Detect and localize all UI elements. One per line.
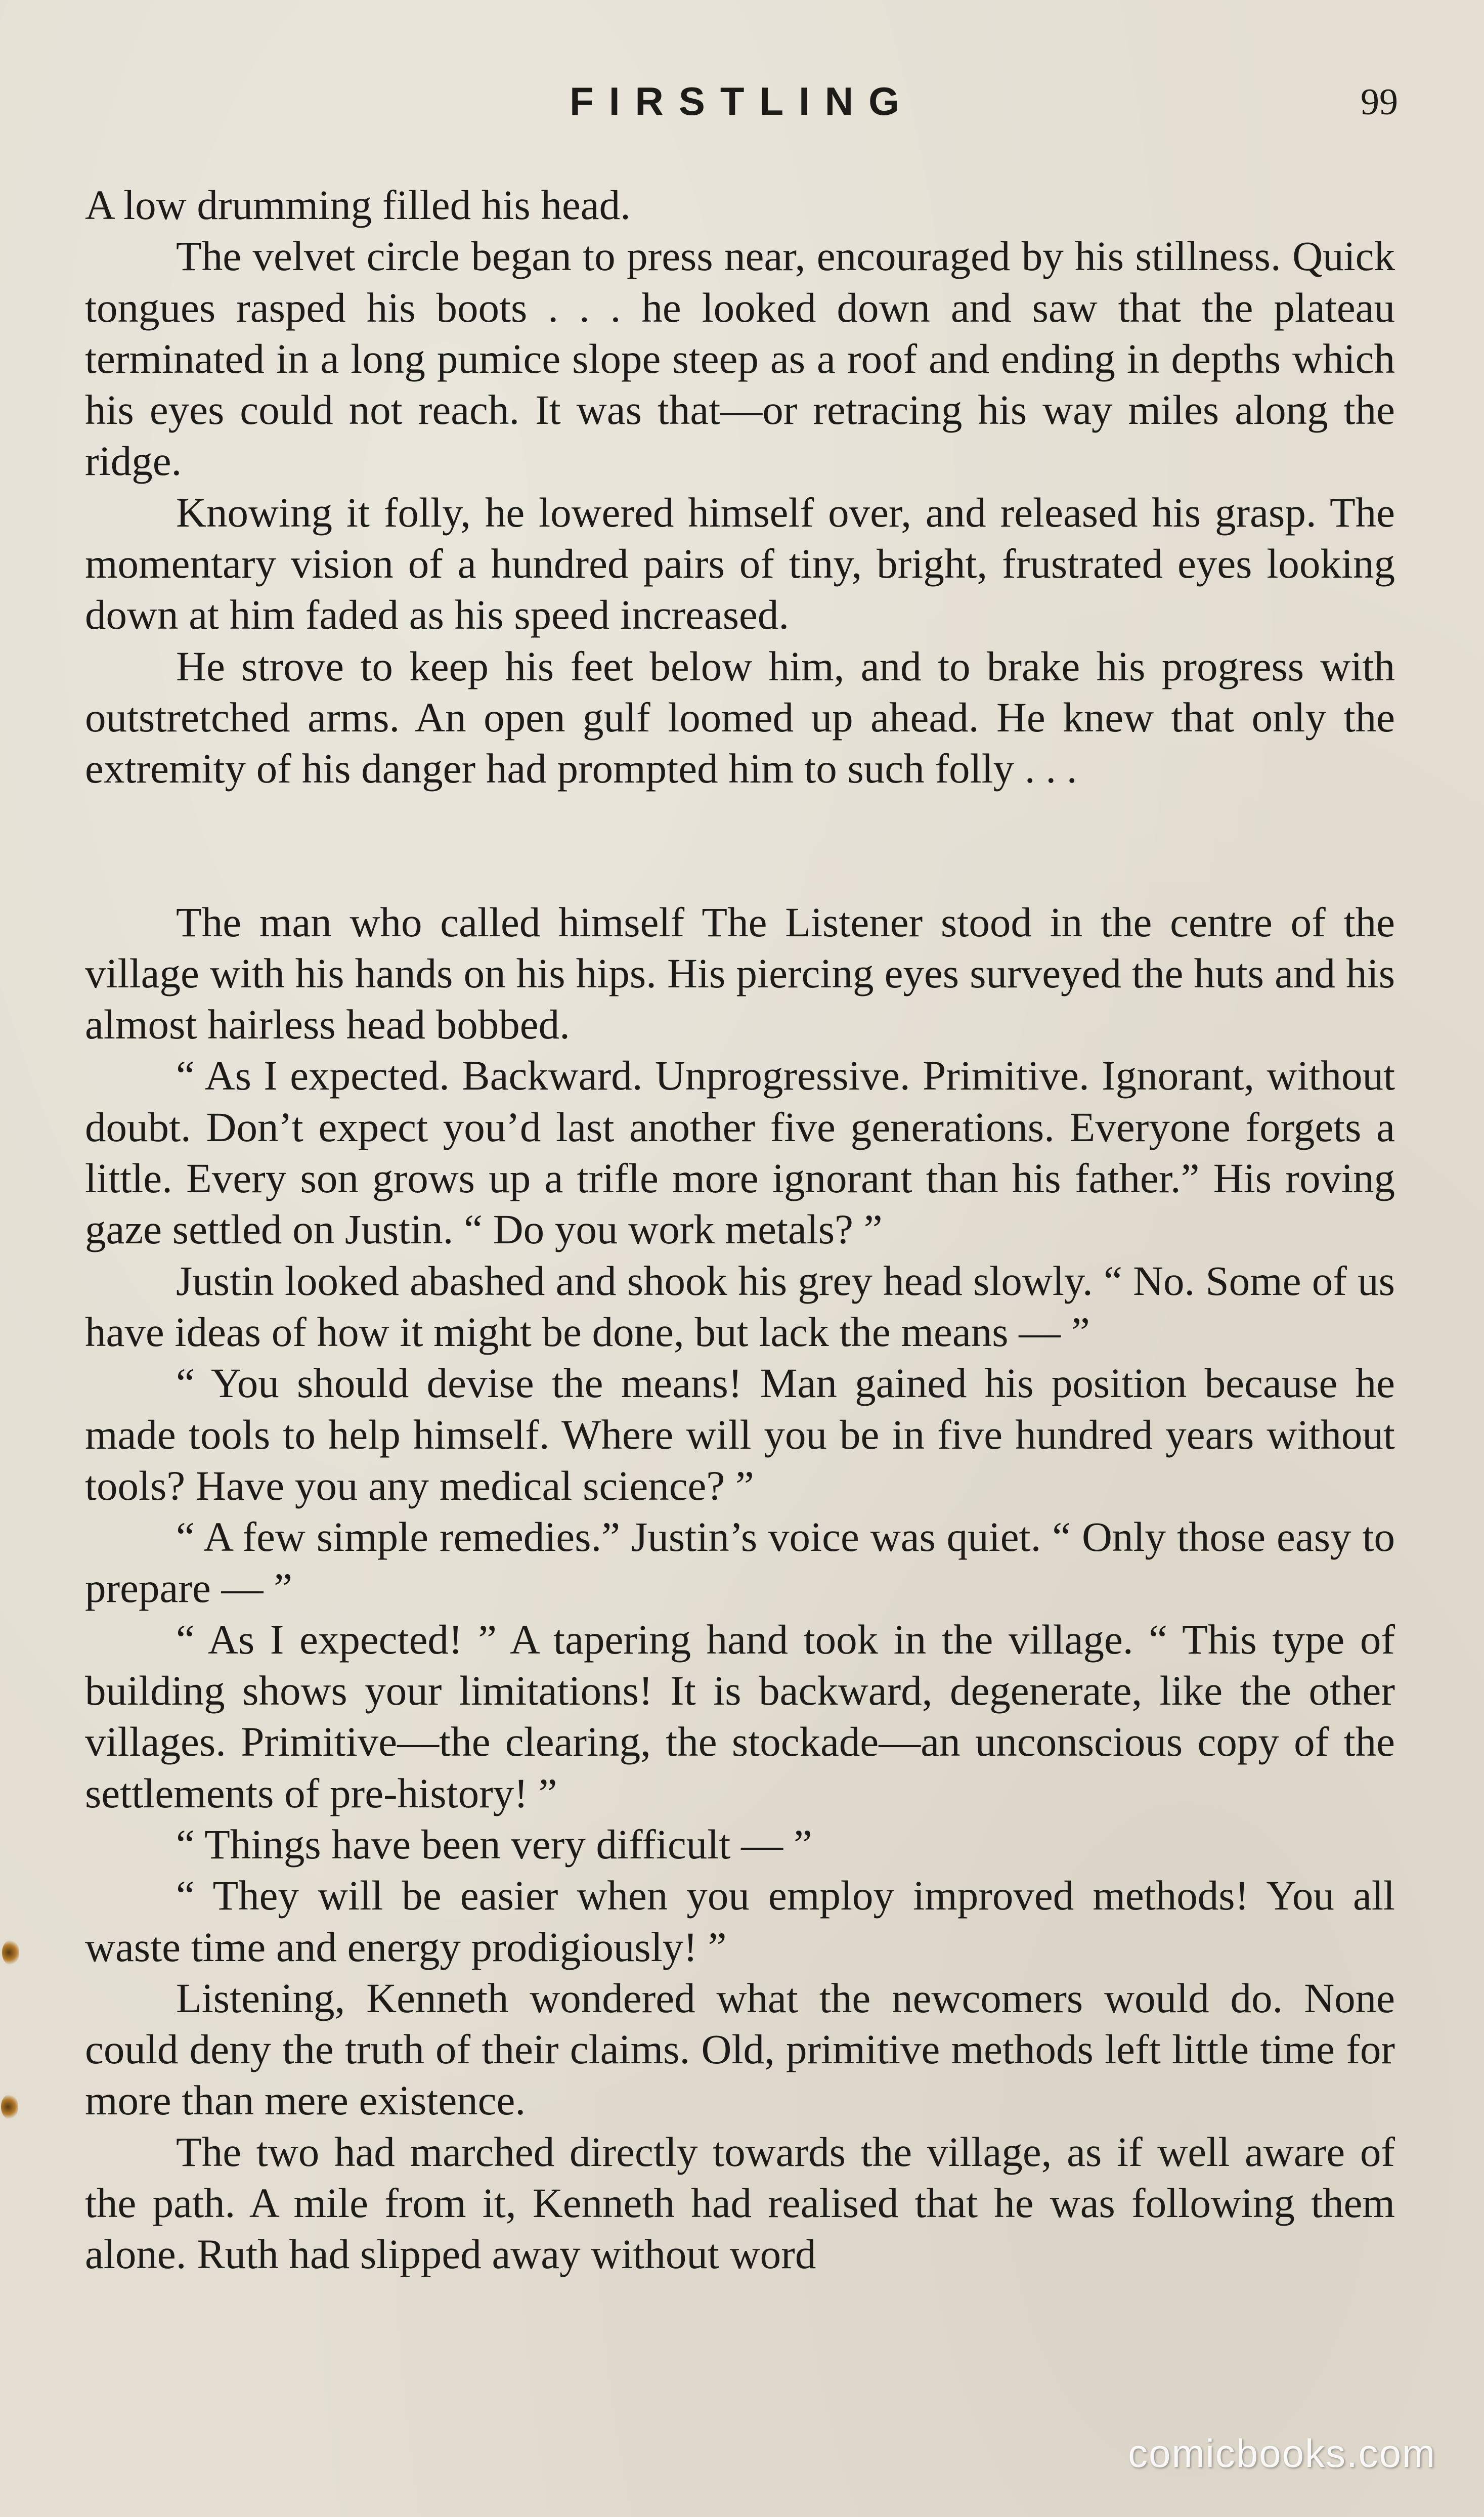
paragraph: “ As I expected. Backward. Unprogressive. Primitive. Ignorant, without doubt. Don’t expect you’d last another five generations. Everyone forgets a little. Every son grows up a trifle more ignorant than his father.” His roving gaze settled on Justin. “ Do you work metals? ” [85,1052,1395,1253]
running-title: FIRSTLING [570,79,914,123]
paragraph: “ A few simple remedies.” Justin’s voice was quiet. “ Only those easy to prepare — ” [85,1513,1395,1612]
paper-burn-mark [1,2094,18,2119]
running-head [0,76,1484,132]
section-break [85,795,1395,897]
paragraph: Knowing it folly, he lowered himself over, and released his grasp. The momentary vision of a hundred pairs of tiny, bright, frustrated eyes looking down at him faded as his speed increased. [85,489,1395,638]
paper-burn-mark [2,1940,19,1965]
paragraph: “ They will be easier when you employ improved methods! You all waste time and energy prodigiously! ” [85,1872,1395,1970]
page-number: 99 [1361,81,1398,123]
watermark-text: comicbooks.com [1128,2431,1436,2476]
paragraph: “ Things have been very difficult — ” [176,1820,812,1868]
paragraph: “ As I expected! ” A tapering hand took in the village. “ This type of building shows your limitations! It is backward, degenerate, like the other villages. Primitive—the clearing, the stockade—an unconscious copy of the settlements of pre-history! ” [85,1616,1395,1816]
paragraph: A low drumming filled his head. [85,182,631,228]
paragraph: He strove to keep his feet below him, and to brake his progress with outstretched arms. An open gulf loomed up ahead. He knew that only the extremity of his danger had prompted him to such folly . . . [85,642,1395,792]
paragraph: The two had marched directly towards the village, as if well aware of the path. A mile from it, Kenneth had realised that he was following them alone. Ruth had slipped away without word [85,2128,1395,2278]
paragraph: Justin looked abashed and shook his grey head slowly. “ No. Some of us have ideas of how it might be done, but lack the means — ” [85,1257,1395,1355]
paragraph: The man who called himself The Listener stood in the centre of the village with his hands on his hips. His piercing eyes surveyed the huts and his almost hairless head bobbed. [85,898,1395,1048]
paragraph: The velvet circle began to press near, encouraged by his stillness. Quick tongues rasped his boots . . . he looked down and saw that the plateau terminated in a long pumice slope steep as a roof and ending in depths which his eyes could not reach. It was that—or retracing his way miles along the ridge. [85,233,1395,485]
paragraph: Listening, Kenneth wondered what the newcomers would do. None could deny the truth of their claims. Old, primitive methods left little time for more than mere existence. [85,1974,1395,2124]
paragraph: “ You should devise the means! Man gained his position because he made tools to help himself. Where will you be in five hundred years without tools? Have you any medical science? ” [85,1360,1395,1509]
body-text [85,180,1395,2280]
